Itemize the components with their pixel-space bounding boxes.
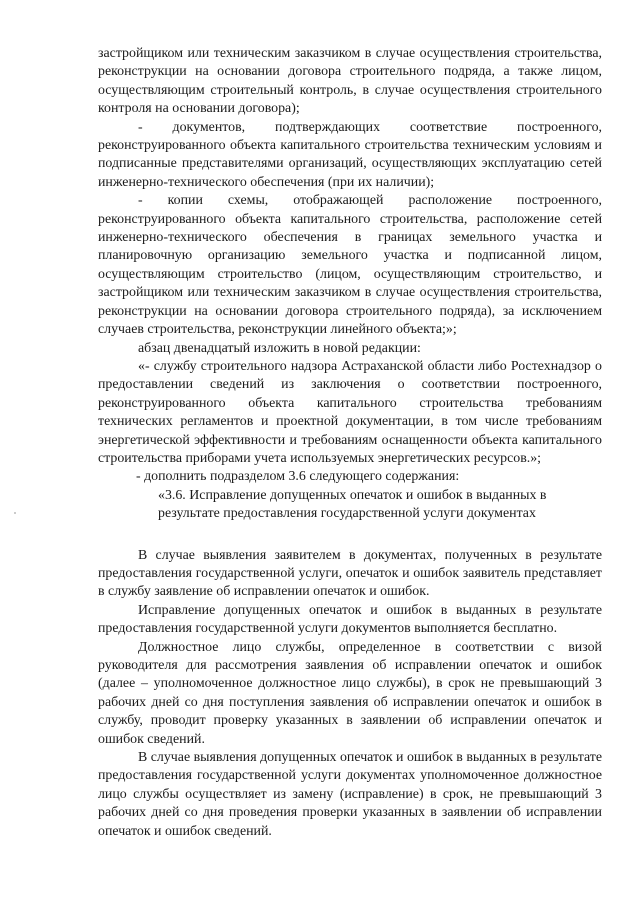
paragraph-add-subsection: - дополнить подразделом 3.6 следующего содержания: [136,469,460,485]
section-gap [98,524,602,547]
paragraph-free-correction: Исправление допущенных опечаток и ошибок в выданных в результате предоставления государственной услуги документов выполняется бесплатно. [98,602,602,637]
scan-speck [14,512,16,514]
subsection-heading: «3.6. Исправление допущенных опечаток и ошибок в выданных в результате предоставления государственной услуги документах [158,487,547,522]
paragraph-official-review: Должностное лицо службы, определенное в соответствии с визой руководителя для рассмотрения заявления об исправлении опечаток и ошибок (далее – уполномоченное должностное лицо службы), в срок не превышающий 3 рабочих дней со дня поступления заявления об исправлении опечаток и ошибок в службу, проводит проверку указанных в заявлении об исправлении опечаток и ошибок сведений. [98,639,602,747]
paragraph-scheme-copy: - копии схемы, отображающей расположение построенного, реконструированного объекта капитального строительства, расположение сетей инженерно-технического обеспечения в границах земельного участка и планировочную организацию земельного участка и подписанной лицом, осуществляющим строительство (лицом, осуществляющим строительство, и застройщиком или техническим заказчиком в случае осуществления строительства, реконструкции на основании договора строительного подряда), за исключением случаев строительства, реконструкции линейного объекта;»; [98,193,602,338]
paragraph-replacement: В случае выявления допущенных опечаток и ошибок в выданных в результате предоставления государственной услуги документах уполномоченное должностное лицо службы осуществляет из замену (исправление) в срок, не превышающий 3 рабочих дней со дня проведения проверки указанных в заявлении об исправлении опечаток и ошибок сведений. [98,750,602,839]
paragraph-contractor-clause: застройщиком или техническим заказчиком в случае осуществления строительства, реконструкции на основании договора строительного подряда, а также лицом, осуществляющим строительный контроль, в случае осуществления строительного контроля на основании договора); [98,46,602,117]
paragraph-applicant-detection: В случае выявления заявителем в документах, полученных в результате предоставления государственной услуги, опечаток и ошибок заявитель представляет в службу заявление об исправлении опечаток и ошибок. [98,547,602,600]
paragraph-construction-supervision: «- службу строительного надзора Астраханской области либо Ростехнадзор о предоставлении сведений из заключения о соответствии построенного, реконструированного объекта капитального строительства требованиям технических регламентов и проектной документации, в том числе требованиям энергетической эффективности и требованиям оснащенности объекта капитального строительства приборами учета используемых энергетических ресурсов.»; [98,358,602,466]
paragraph-twelfth-amendment: абзац двенадцатый изложить в новой редакции: [138,340,421,356]
paragraph-conformity-documents: - документов, подтверждающих соответствие построенного, реконструированного объекта капитального строительства техническим условиям и подписанные представителями организаций, осуществляющих эксплуатацию сетей инженерно-технического обеспечения (при их наличии); [98,119,602,190]
